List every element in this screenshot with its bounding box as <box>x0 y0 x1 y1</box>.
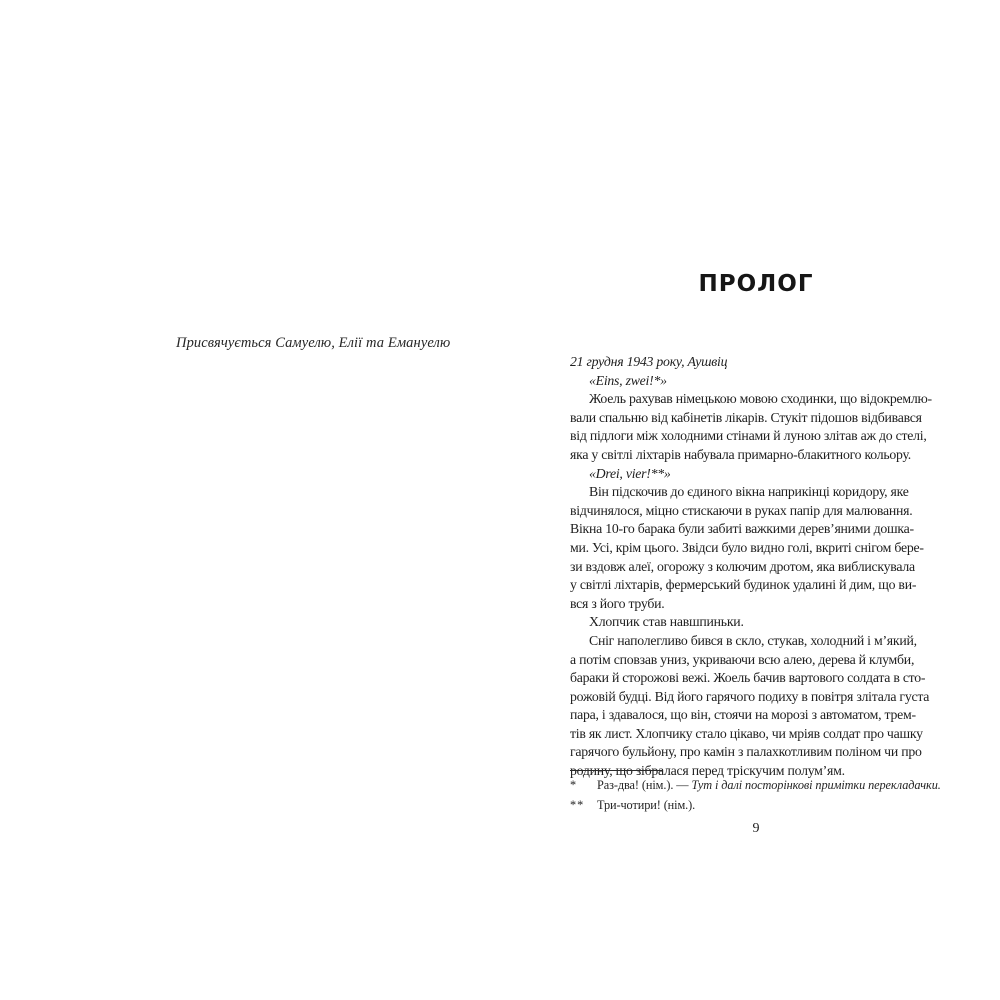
footnote-text <box>597 776 941 796</box>
footnote-divider <box>570 770 663 771</box>
footnote-text-italic: Тут і далі посторінкові примітки перекладачки. <box>691 778 941 792</box>
body-line-quote: «Eins, zwei!*» <box>589 372 667 388</box>
footnote-marker: ** <box>570 797 585 812</box>
body-line: від підлоги між холодними стінами й луною злітав аж до стелі, <box>570 428 927 444</box>
body-line: родину, що зібралася перед тріскучим полум’ям. <box>570 763 845 779</box>
footnote-marker: * <box>570 778 578 792</box>
body-line: у світлі ліхтарів, фермерський будинок удалині й дим, що ви- <box>570 577 917 593</box>
body-line: пара, і здавалося, що він, стоячи на морозі з автоматом, трем- <box>570 707 916 723</box>
body-line: Вікна 10-го барака були забиті важкими дерев’яними дошка- <box>570 521 914 537</box>
body-line: Він підскочив до єдиного вікна наприкінці коридору, яке <box>589 484 909 500</box>
body-line: зи вздовж алеї, огорожу з колючим дротом, яка виблискувала <box>570 558 915 574</box>
body-line: відчинялося, міцно стискаючи в руках папір для малювання. <box>570 502 913 518</box>
footnote-text-regular: Три-чотири! (нім.). <box>597 797 696 812</box>
body-line-quote: «Drei, vier!**» <box>589 465 671 481</box>
body-line: ми. Усі, крім цього. Звідси було видно голі, вкриті снігом бере- <box>570 539 924 555</box>
body-line: рожовій будці. Від його гарячого подиху в повітря злітала густа <box>570 688 930 704</box>
dedication-text: Присвячується Самуелю, Елії та Емануелю <box>176 335 451 351</box>
body-line: Жоель рахував німецькою мовою сходинки, що відокремлю- <box>589 391 932 407</box>
footnote-text <box>597 796 695 816</box>
body-text <box>570 353 942 781</box>
body-line: вся з його труби. <box>570 595 665 611</box>
body-line: тів як лист. Хлопчику стало цікаво, чи мріяв солдат про чашку <box>570 725 923 741</box>
chapter-title: ПРОЛОГ <box>698 271 814 297</box>
body-line: гарячого бульйону, про камін з палахкотливим поліном чи про <box>570 744 922 760</box>
body-line: Хлопчик став навшпиньки. <box>589 614 744 630</box>
body-line: Сніг наполегливо бився в скло, стукав, холодний і м’який, <box>589 632 917 648</box>
footnote-item <box>570 776 950 796</box>
footnotes <box>570 770 950 815</box>
body-line: яка у світлі ліхтарів набувала примарно-блакитного кольору. <box>570 446 911 462</box>
footnote-text-regular: Раз-два! (нім.). — <box>597 778 692 792</box>
right-page <box>500 0 1000 1000</box>
body-line-dateline: 21 грудня 1943 року, Аушвіц <box>570 354 728 369</box>
footnote-item <box>570 796 950 816</box>
body-line: бараки й сторожові вежі. Жоель бачив вартового солдата в сто- <box>570 670 926 686</box>
body-line: а потім сповзав униз, укриваючи всю алею, дерева й клумби, <box>570 651 915 667</box>
body-line: вали спальню від кабінетів лікарів. Стукіт підошов відбивався <box>570 409 922 425</box>
page-number: 9 <box>752 821 760 836</box>
